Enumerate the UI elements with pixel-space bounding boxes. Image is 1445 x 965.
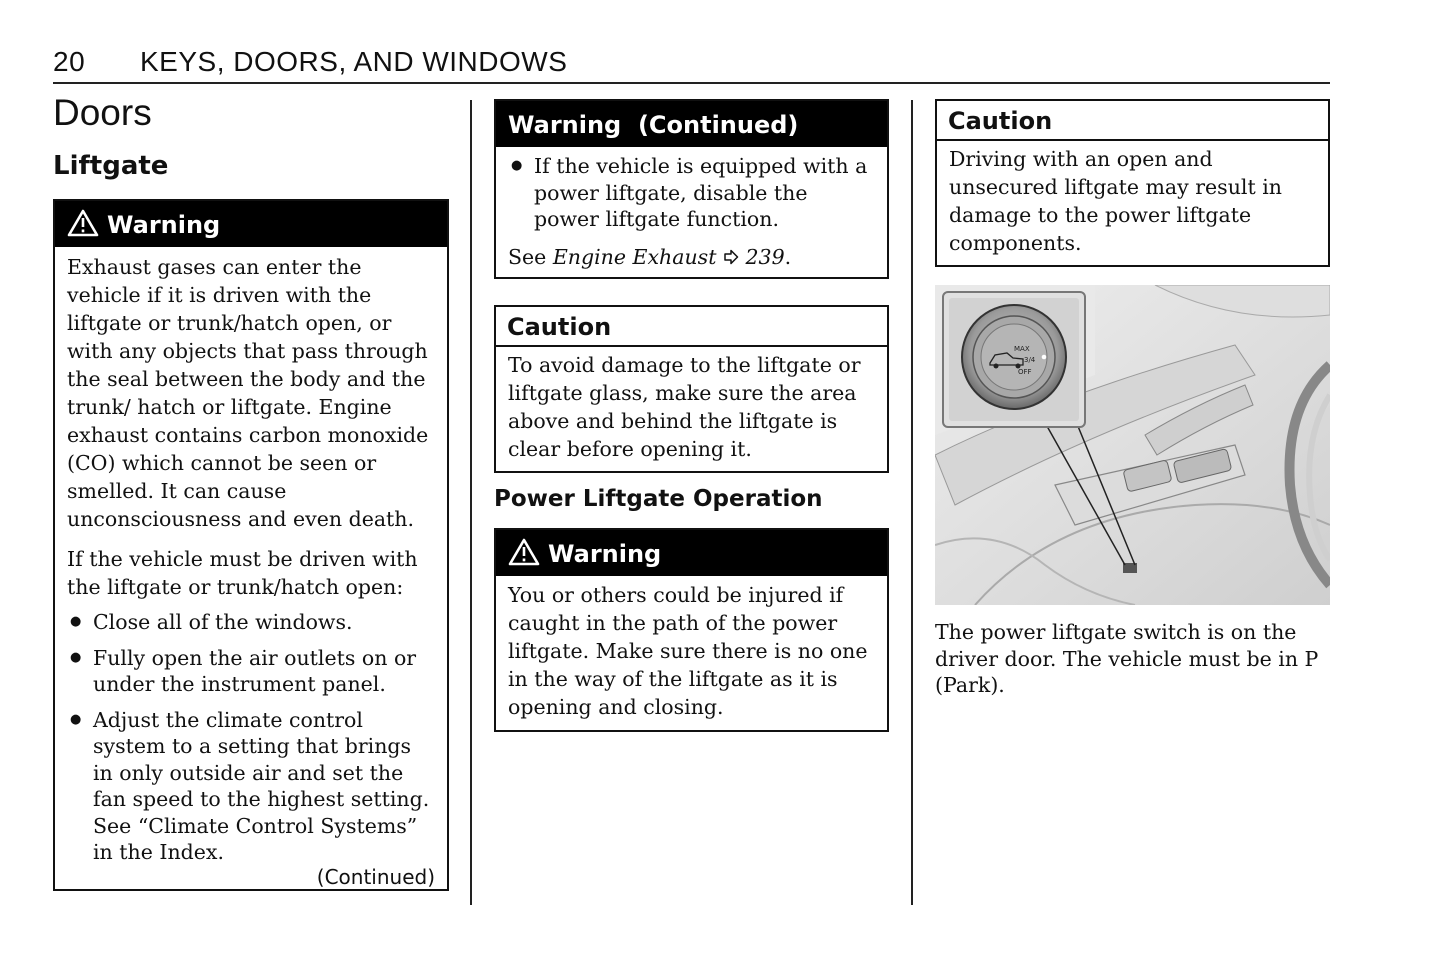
- list-item: ● If the vehicle is equipped with a power liftgate, disable the power liftgate function.: [508, 153, 875, 233]
- caution-box: [935, 99, 1330, 267]
- warning-header: [496, 530, 887, 576]
- running-header: KEYS, DOORS, AND WINDOWS: [140, 46, 568, 77]
- header-rule: [53, 82, 1330, 84]
- see-suffix: .: [784, 244, 792, 269]
- dial-label-three-quarter: 3/4: [1024, 356, 1036, 364]
- reference-page[interactable]: 239: [738, 244, 785, 269]
- figure-caption: The power liftgate switch is on the driver door. The vehicle must be in P (Park).: [935, 620, 1319, 697]
- warning-header: [55, 201, 447, 247]
- warning-continued-box: [494, 99, 889, 279]
- list-item: ● Adjust the climate control system to a setting that brings in only outside air and set the fan speed to the highest setting. See “Climate Control Systems” in the Index.: [67, 707, 435, 866]
- caution-header: Caution: [937, 101, 1328, 141]
- warning-header: Warning (Continued): [496, 101, 887, 147]
- caution-text: Driving with an open and unsecured liftgate may result in damage to the power liftgate components.: [949, 147, 1282, 255]
- subheading-power-liftgate: Power Liftgate Operation: [494, 486, 823, 512]
- reference-link[interactable]: Engine Exhaust: [552, 244, 717, 269]
- see-prefix: See: [508, 244, 553, 269]
- warning-paragraph: If the vehicle must be driven with the liftgate or trunk/hatch open:: [67, 547, 418, 599]
- warning-list: [67, 609, 435, 866]
- warning-text: You or others could be injured if caught in the path of the power liftgate. Make sure there is no one in the way of the liftgate as it is opening and closing.: [508, 583, 868, 719]
- warning-title: Warning: [548, 540, 662, 568]
- dial-label-max: MAX: [1014, 345, 1030, 353]
- cross-reference: [508, 244, 875, 271]
- warning-triangle-icon: [67, 205, 99, 253]
- page-arrow-icon: [723, 249, 739, 265]
- column-divider: [470, 100, 472, 905]
- list-item: ● Close all of the windows.: [67, 609, 435, 636]
- page-number: 20: [53, 46, 86, 77]
- caution-header: Caution: [496, 307, 887, 347]
- subheading-liftgate: Liftgate: [53, 151, 169, 181]
- continued-label: (Continued): [316, 865, 435, 889]
- warning-list: [508, 153, 875, 233]
- column-divider: [911, 100, 913, 905]
- dial-label-off: OFF: [1018, 368, 1032, 376]
- warning-box: [494, 528, 889, 732]
- caution-box: [494, 305, 889, 473]
- warning-title: Warning: [107, 211, 221, 239]
- warning-box: [53, 199, 449, 891]
- list-item: ● Fully open the air outlets on or under the instrument panel.: [67, 645, 435, 698]
- caution-text: To avoid damage to the liftgate or liftgate glass, make sure the area above and behind the liftgate is clear before opening it.: [508, 353, 861, 461]
- liftgate-switch-illustration: [935, 285, 1330, 605]
- warning-paragraph: Exhaust gases can enter the vehicle if it is driven with the liftgate or trunk/hatch open, or with any objects that pass through the seal between the body and the trunk/ hatch or liftgate. Engine exhaust contains carbon monoxide (CO) which cannot be seen or smelled. It can cause unconsciousness and even death.: [67, 255, 429, 531]
- page-title: Doors: [53, 92, 152, 133]
- warning-triangle-icon: [508, 534, 540, 582]
